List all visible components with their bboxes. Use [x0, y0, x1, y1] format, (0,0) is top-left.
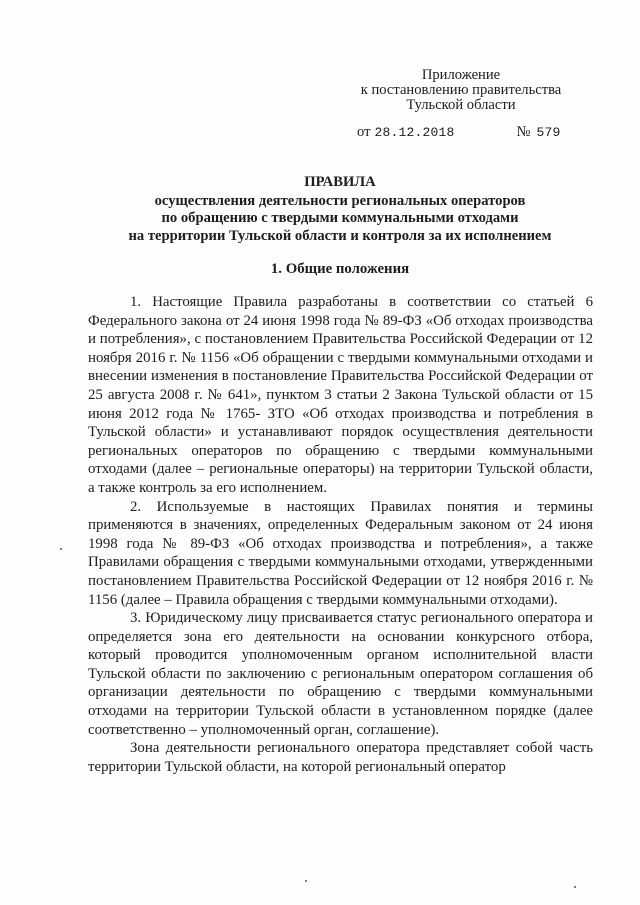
- title-line-3: на территории Тульской области и контроля за их исполнением: [128, 227, 552, 244]
- title-line-2: по обращению с твердыми коммунальными отходами: [161, 210, 519, 226]
- paragraph-1: 1. Настоящие Правила разработаны в соответствии со статьей 6 Федерального закона от 24 июня 1998 года № 89-ФЗ «Об отходах производства и потребления», с постановлением Правительства Российской Федерации от 12 ноября 2016 г. № 1156 «Об обращении с твердыми коммунальными отходами и внесении изменения в постановление Правительства Российской Федерации от 25 августа 2008 г. № 641», пунктом 3 статьи 2 Закона Тульской области от 15 июня 2012 года № 1765- ЗТО «Об отходах производства и потребления в Тульской области» и устанавливают порядок осуществления деятельности региональных операторов по обращению с твердыми коммунальными отходами (далее – региональные операторы) на территории Тульской области, а также контроль за его исполнением.: [88, 294, 593, 496]
- paragraph-3: 3. Юридическому лицу присваивается статус регионального оператора и определяется зона его деятельности на основании конкурсного отбора, который проводится уполномоченным органом исполнительной власти Тульской области по заключению с региональным оператором соглашения об организации деятельности по обращению с твердыми коммунальными отходами на территории Тульской области в установленном порядке (далее соответственно – уполномоченный орган, соглашение).: [88, 610, 593, 738]
- scan-speck: [305, 880, 307, 882]
- scan-speck: [60, 548, 62, 550]
- decree-number: 579: [536, 125, 561, 140]
- paragraph-2: 2. Используемые в настоящих Правилах понятия и термины применяются в значениях, определенных Федеральным законом от 24 июня 1998 года № 89-ФЗ «Об отходах производства и потребления», а также Правилами обращения с твердыми коммунальными отходами, утвержденными постановлением Правительства Российской Федерации от 12 ноября 2016 г. № 1156 (далее – Правила обращения с твердыми коммунальными отходами).: [88, 498, 593, 608]
- title-heading: ПРАВИЛА: [304, 174, 376, 190]
- paragraph-4: Зона деятельности регионального оператора представляет собой часть территории Тульской области, на которой региональный оператор: [88, 740, 593, 775]
- decree-date-number: [357, 124, 597, 141]
- date-prefix: от: [357, 124, 371, 140]
- scan-speck: [574, 886, 576, 888]
- decree-date: 28.12.2018: [374, 125, 455, 140]
- body-text: [88, 293, 593, 776]
- appendix-line-3: Тульской области: [406, 97, 516, 113]
- appendix-block: [356, 68, 566, 113]
- appendix-line-1: Приложение: [421, 67, 501, 83]
- section-title: 1. Общие положения: [270, 261, 410, 277]
- document-title: [70, 174, 610, 245]
- number-label: №: [516, 124, 531, 140]
- appendix-line-2: к постановлению правительства: [360, 82, 562, 98]
- title-line-1: осуществления деятельности региональных операторов: [154, 192, 526, 209]
